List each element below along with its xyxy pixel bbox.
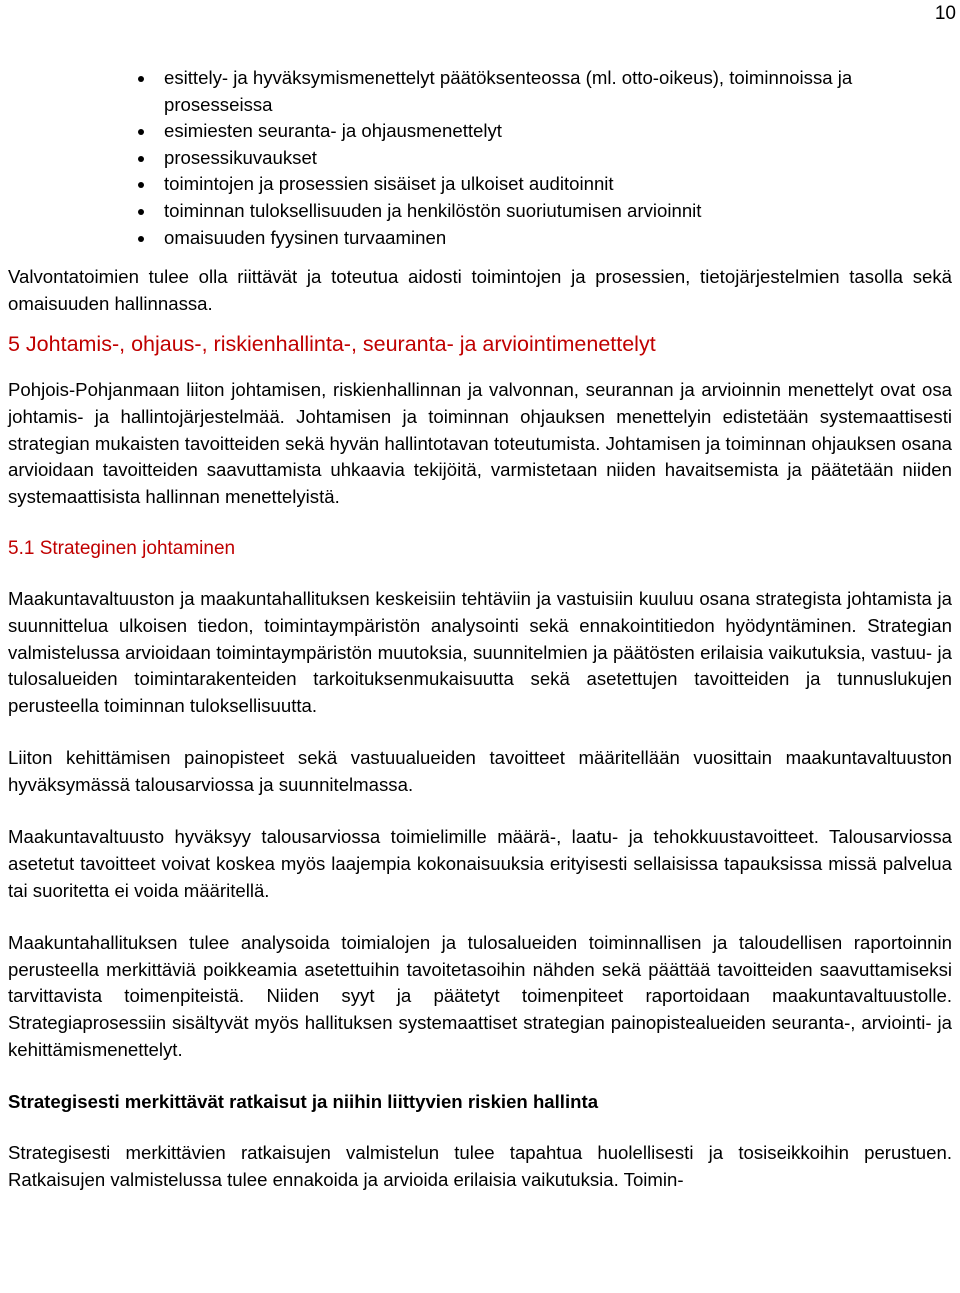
paragraph-strategic-decisions: Strategisesti merkittävien ratkaisujen valmistelun tulee tapahtua huolellisesti ja tosiseikkoihin perustuen. Ratkaisujen valmistelussa tulee ennakoida ja arvioida erilaisia vaikutuksia. Toimin-: [8, 1142, 952, 1190]
paragraph-5-1-c: Maakuntavaltuusto hyväksyy talousarviossa toimielimille määrä-, laatu- ja tehokkuustavoitteet. Talousarviossa asetetut tavoitteet voivat koskea myös laajempia kokonaisuuksia erityisesti sellaisissa tapauksissa missä palvelua tai suoritetta ei voida määritellä.: [8, 826, 952, 901]
list-item: omaisuuden fyysinen turvaaminen: [164, 225, 952, 252]
paragraph-valvonta: Valvontatoimien tulee olla riittävät ja toteutua aidosti toimintojen ja prosessien, tietojärjestelmien tasolla sekä omaisuuden hallinnassa.: [8, 266, 952, 314]
control-methods-list: [8, 65, 952, 251]
document-body: [8, 65, 952, 1219]
section-heading-5-1: 5.1 Strateginen johtaminen: [8, 538, 236, 560]
list-item: esimiesten seuranta- ja ohjausmenettelyt: [164, 118, 952, 145]
subheading-strategic-decisions: Strategisesti merkittävät ratkaisut ja niihin liittyvien riskien hallinta: [8, 1091, 599, 1113]
paragraph-5-1-b: Liiton kehittämisen painopisteet sekä vastuualueiden tavoitteet määritellään vuosittain maakuntavaltuuston hyväksymässä talousarviossa ja suunnitelmassa.: [8, 747, 952, 795]
paragraph-5-1-a: Maakuntavaltuuston ja maakuntahallituksen keskeisiin tehtäviin ja vastuisiin kuuluu osana strategista johtamista ja suunnittelua ulkoisen tiedon, toimintaympäristön analysointi sekä ennakointitiedon hyödyntäminen. Strategian valmistelussa arvioidaan toimintaympäristön muutoksia, suunnitelmien ja päätösten erilaisia vaikutuksia, vastuu- ja tulosalueiden toimintarakenteiden tarkoituksenmukaisuutta sekä asetettujen tavoitteiden ja tunnuslukujen perusteella toiminnan tuloksellisuutta.: [8, 588, 952, 716]
list-item: esittely- ja hyväksymismenettelyt päätöksenteossa (ml. otto-oikeus), toiminnoissa ja prosesseissa: [164, 65, 952, 118]
section-heading-5: 5 Johtamis-, ohjaus-, riskienhallinta-, seuranta- ja arviointimenettelyt: [8, 332, 656, 357]
list-item: toiminnan tuloksellisuuden ja henkilöstön suoriutumisen arvioinnit: [164, 198, 952, 225]
page-number: 10: [934, 3, 956, 24]
paragraph-5-1-d: Maakuntahallituksen tulee analysoida toimialojen ja tulosalueiden toiminnallisen ja taloudellisen raportoinnin perusteella merkittäviä poikkeamia asetettuihin tavoitetasoihin nähden sekä päättää tavoitteiden saavuttamiseksi tarvittavista toimenpiteistä. Niiden syyt ja päätetyt toimenpiteet raportoidaan maakuntavaltuustolle. Strategiaprosessiin sisältyvät myös hallituksen systemaattiset strategian painopistealueiden seuranta-, arviointi- ja kehittämismenettelyt.: [8, 932, 952, 1060]
paragraph-section-5: Pohjois-Pohjanmaan liiton johtamisen, riskienhallinnan ja valvonnan, seurannan ja arvioinnin menettelyt ovat osa johtamis- ja hallintojärjestelmää. Johtamisen ja toiminnan ohjauksen menettelyin edistetään systemaattisesti strategian mukaisten tavoitteiden sekä hyvän hallintotavan toteutumista. Johtamisen ja toiminnan ohjauksen osana arvioidaan tavoitteiden saavuttamista uhkaavia tekijöitä, varmistetaan niiden havaitsemista ja päätetään niiden systemaattisista hallinnan menettelyistä.: [8, 379, 952, 507]
list-item: prosessikuvaukset: [164, 145, 952, 172]
list-item: toimintojen ja prosessien sisäiset ja ulkoiset auditoinnit: [164, 171, 952, 198]
